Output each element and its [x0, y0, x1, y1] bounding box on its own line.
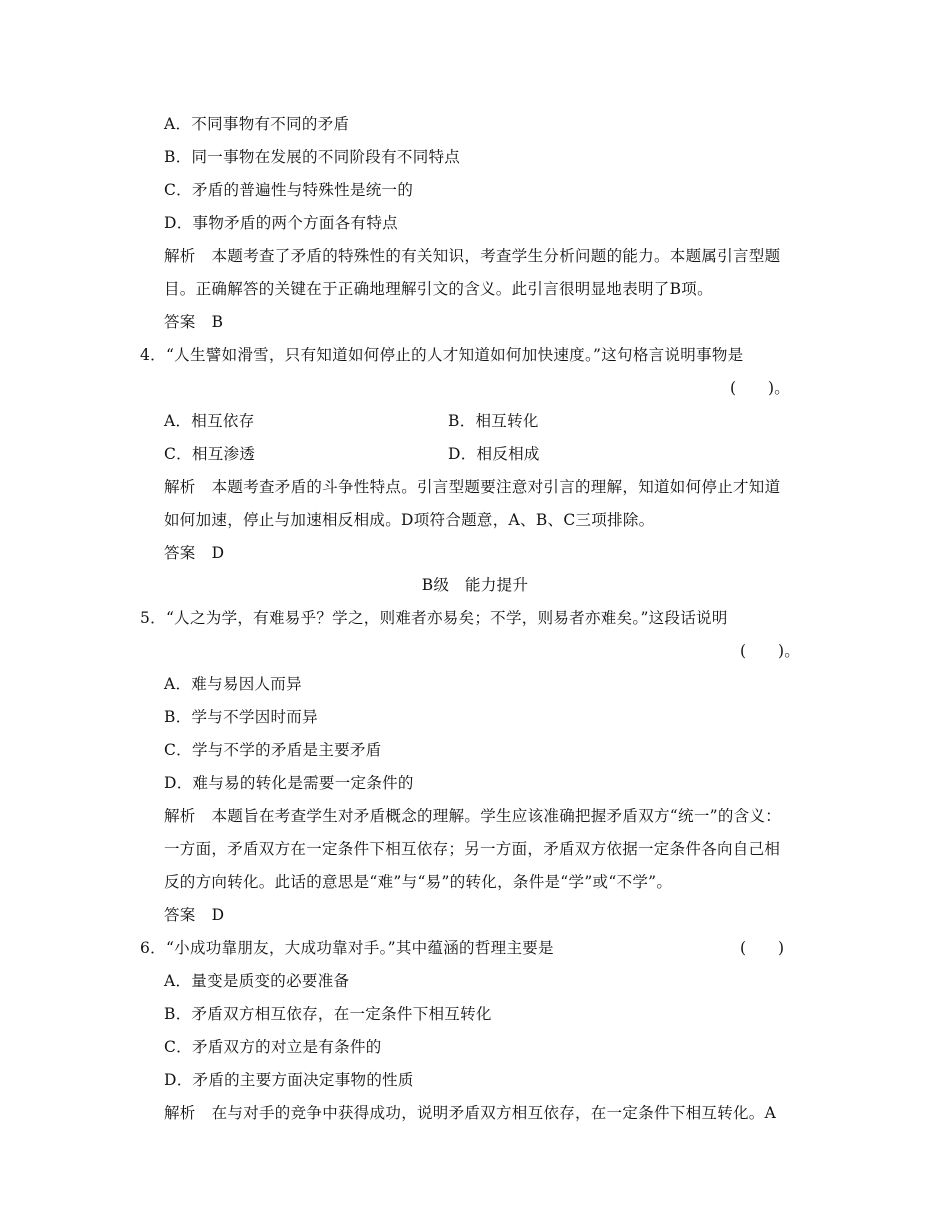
analysis-text: 本题考查了矛盾的特殊性的有关知识，考查学生分析问题的能力。本题属引言型题: [211, 247, 781, 265]
answer-value: D: [211, 906, 225, 924]
q6-answer-blank: ( ): [740, 939, 785, 957]
answer-value: D: [211, 544, 225, 562]
section-heading: B级 能力提升: [421, 576, 529, 594]
q5-answer: [164, 905, 224, 925]
answer-label: 答案: [164, 544, 196, 562]
q5-answer-blank: ( )。: [740, 642, 801, 660]
q4-answer: [164, 543, 224, 563]
answer-label: 答案: [164, 313, 196, 331]
q3-answer: [164, 312, 223, 332]
q6-option-d: D．矛盾的主要方面决定事物的性质: [164, 1071, 414, 1089]
q6-option-b: B．矛盾双方相互依存，在一定条件下相互转化: [164, 1005, 492, 1023]
q4-analysis-line-1: [164, 477, 780, 497]
q4-answer-blank: ( )。: [730, 379, 791, 397]
q5-analysis-line-2: 一方面，矛盾双方在一定条件下相互依存；另一方面，矛盾双方依据一定条件各向自己相: [164, 840, 781, 858]
analysis-label: 解析: [164, 478, 196, 496]
q3-option-a: A．不同事物有不同的矛盾: [164, 115, 350, 133]
answer-label: 答案: [164, 906, 196, 924]
q6-option-a: A．量变是质变的必要准备: [164, 972, 350, 990]
analysis-text: 本题考查矛盾的斗争性特点。引言型题要注意对引言的理解，知道如何停止才知道: [211, 478, 781, 496]
q3-option-b: B．同一事物在发展的不同阶段有不同特点: [164, 148, 461, 166]
q4-analysis-line-2: 如何加速，停止与加速相反相成。D项符合题意，A、B、C三项排除。: [164, 511, 655, 529]
analysis-label: 解析: [164, 1104, 196, 1122]
analysis-text: 本题旨在考查学生对矛盾概念的理解。学生应该准确把握矛盾双方“统一”的含义：: [211, 807, 782, 825]
q5-option-b: B．学与不学因时而异: [164, 708, 318, 726]
q3-analysis-line-1: [164, 246, 780, 266]
q5-analysis-line-3: 反的方向转化。此话的意思是“难”与“易”的转化，条件是“学”或“不学”。: [164, 873, 673, 891]
analysis-text: 在与对手的竞争中获得成功，说明矛盾双方相互依存，在一定条件下相互转化。A: [211, 1104, 777, 1122]
q5-option-d: D．难与易的转化是需要一定条件的: [164, 774, 414, 792]
answer-value: B: [211, 313, 224, 331]
q6-stem: 6．“小成功靠朋友，大成功靠对手。”其中蕴涵的哲理主要是: [140, 939, 554, 957]
q4-stem: 4．“人生譬如滑雪，只有知道如何停止的人才知道如何加快速度。”这句格言说明事物是: [140, 346, 744, 364]
q5-option-a: A．难与易因人而异: [164, 675, 302, 693]
analysis-label: 解析: [164, 807, 196, 825]
q6-option-c: C．矛盾双方的对立是有条件的: [164, 1038, 382, 1056]
q3-analysis-line-2: 目。正确解答的关键在于正确地理解引文的含义。此引言很明显地表明了B项。: [164, 280, 713, 298]
q5-analysis-line-1: [164, 806, 781, 826]
q4-option-d: D．相反相成: [448, 445, 540, 463]
q3-option-c: C．矛盾的普遍性与特殊性是统一的: [164, 181, 414, 199]
q4-option-a: A．相互依存: [164, 412, 255, 430]
q6-analysis-line-1: [164, 1103, 776, 1123]
analysis-label: 解析: [164, 247, 196, 265]
q4-option-c: C．相互渗透: [164, 445, 256, 463]
q3-option-d: D．事物矛盾的两个方面各有特点: [164, 214, 398, 232]
q5-option-c: C．学与不学的矛盾是主要矛盾: [164, 741, 382, 759]
q4-option-b: B．相互转化: [448, 412, 539, 430]
q5-stem: 5．“人之为学，有难易乎？学之，则难者亦易矣；不学，则易者亦难矣。”这段话说明: [140, 609, 728, 627]
